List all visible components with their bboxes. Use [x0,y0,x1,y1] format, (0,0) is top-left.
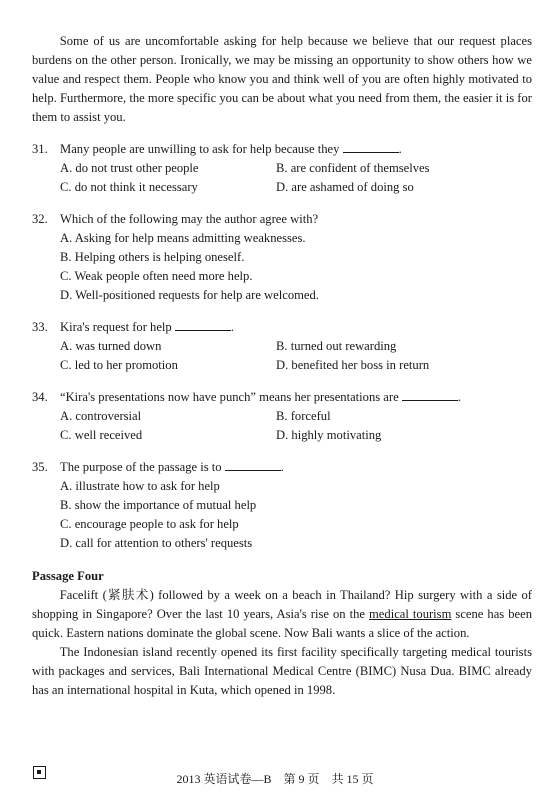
question-31 [32,140,532,197]
option-d: D. call for attention to others' requests [60,536,253,550]
question-stem [32,318,532,337]
option-b: B. are confident of themselves [276,161,430,175]
question-35 [32,458,532,553]
question-32 [32,210,532,305]
option-b: B. forceful [276,409,331,423]
option-d: D. benefited her boss in return [276,358,430,372]
answer-blank [175,318,231,331]
option-a: A. Asking for help means admitting weaknesses. [60,231,306,245]
stem-end: . [230,320,235,334]
option-c: C. well received [60,428,143,442]
question-number: 34. [32,390,48,404]
option-b: B. turned out rewarding [276,339,397,353]
options [32,159,532,197]
answer-blank [402,388,458,401]
option-c: C. encourage people to ask for help [60,517,239,531]
option-c: C. do not think it necessary [60,180,198,194]
question-stem [32,140,532,159]
answer-blank [343,140,399,153]
question-number: 35. [32,460,48,474]
option-a: A. illustrate how to ask for help [60,479,220,493]
question-number: 33. [32,320,48,334]
option-d: D. are ashamed of doing so [276,180,414,194]
question-text: “Kira's presentations now have punch” means her presentations are [60,390,399,404]
question-34 [32,388,532,445]
options [32,477,532,553]
question-stem [32,458,532,477]
question-text: Which of the following may the author agree with? [60,212,319,226]
passage-four-paragraph-1: Facelift (紧肤术) followed by a week on a beach in Thailand? Hip surgery with a side of shopping in Singapore? Over the last 10 years, Asia's rise on the medical tourism scene has been quick. Eastern nations dominate the global scene. Now Bali wants a slice of the action. [32,588,532,640]
option-b: B. show the importance of mutual help [60,498,257,512]
option-c: C. led to her promotion [60,358,178,372]
underlined-phrase: medical tourism [369,607,452,621]
passage-four-paragraph-2: The Indonesian island recently opened its first facility specifically targeting medical tourists with packages and services, Bali International Medical Centre (BIMC) Nusa Dua. BIMC already has an international hospital in Kuta, which opened in 1998. [32,645,532,697]
passage-four-heading: Passage Four [32,569,104,583]
question-stem [32,388,532,407]
option-a: A. controversial [60,409,142,423]
options [32,407,532,445]
option-b: B. Helping others is helping oneself. [60,250,245,264]
question-text: Many people are unwilling to ask for help because they [60,142,340,156]
options [32,337,532,375]
stem-end: . [457,390,461,404]
exam-page [32,32,532,700]
question-text: Kira's request for help [60,320,172,334]
option-c: C. Weak people often need more help. [60,269,253,283]
question-text: The purpose of the passage is to [60,460,222,474]
options [32,229,532,305]
page-footer: 2013 英语试卷—B 第 9 页 共 15 页 [176,772,374,786]
option-d: D. highly motivating [276,428,382,442]
stem-end: . [280,460,284,474]
intro-paragraph: Some of us are uncomfortable asking for help because we believe that our request places burdens on the other person. Ironically, we may be missing an opportunity to show others how we value and respect them. People who know you and think well of you are often highly motivated to help. Furthermore, the more specific you can be about what you need from them, the easier it is for them to assist you. [32,34,532,124]
answer-blank [225,458,281,471]
question-stem [32,210,532,229]
question-number: 31. [32,142,48,156]
question-number: 32. [32,212,48,226]
option-a: A. do not trust other people [60,161,199,175]
question-33 [32,318,532,375]
option-a: A. was turned down [60,339,162,353]
stem-end: . [398,142,402,156]
option-d: D. Well-positioned requests for help are welcomed. [60,288,319,302]
